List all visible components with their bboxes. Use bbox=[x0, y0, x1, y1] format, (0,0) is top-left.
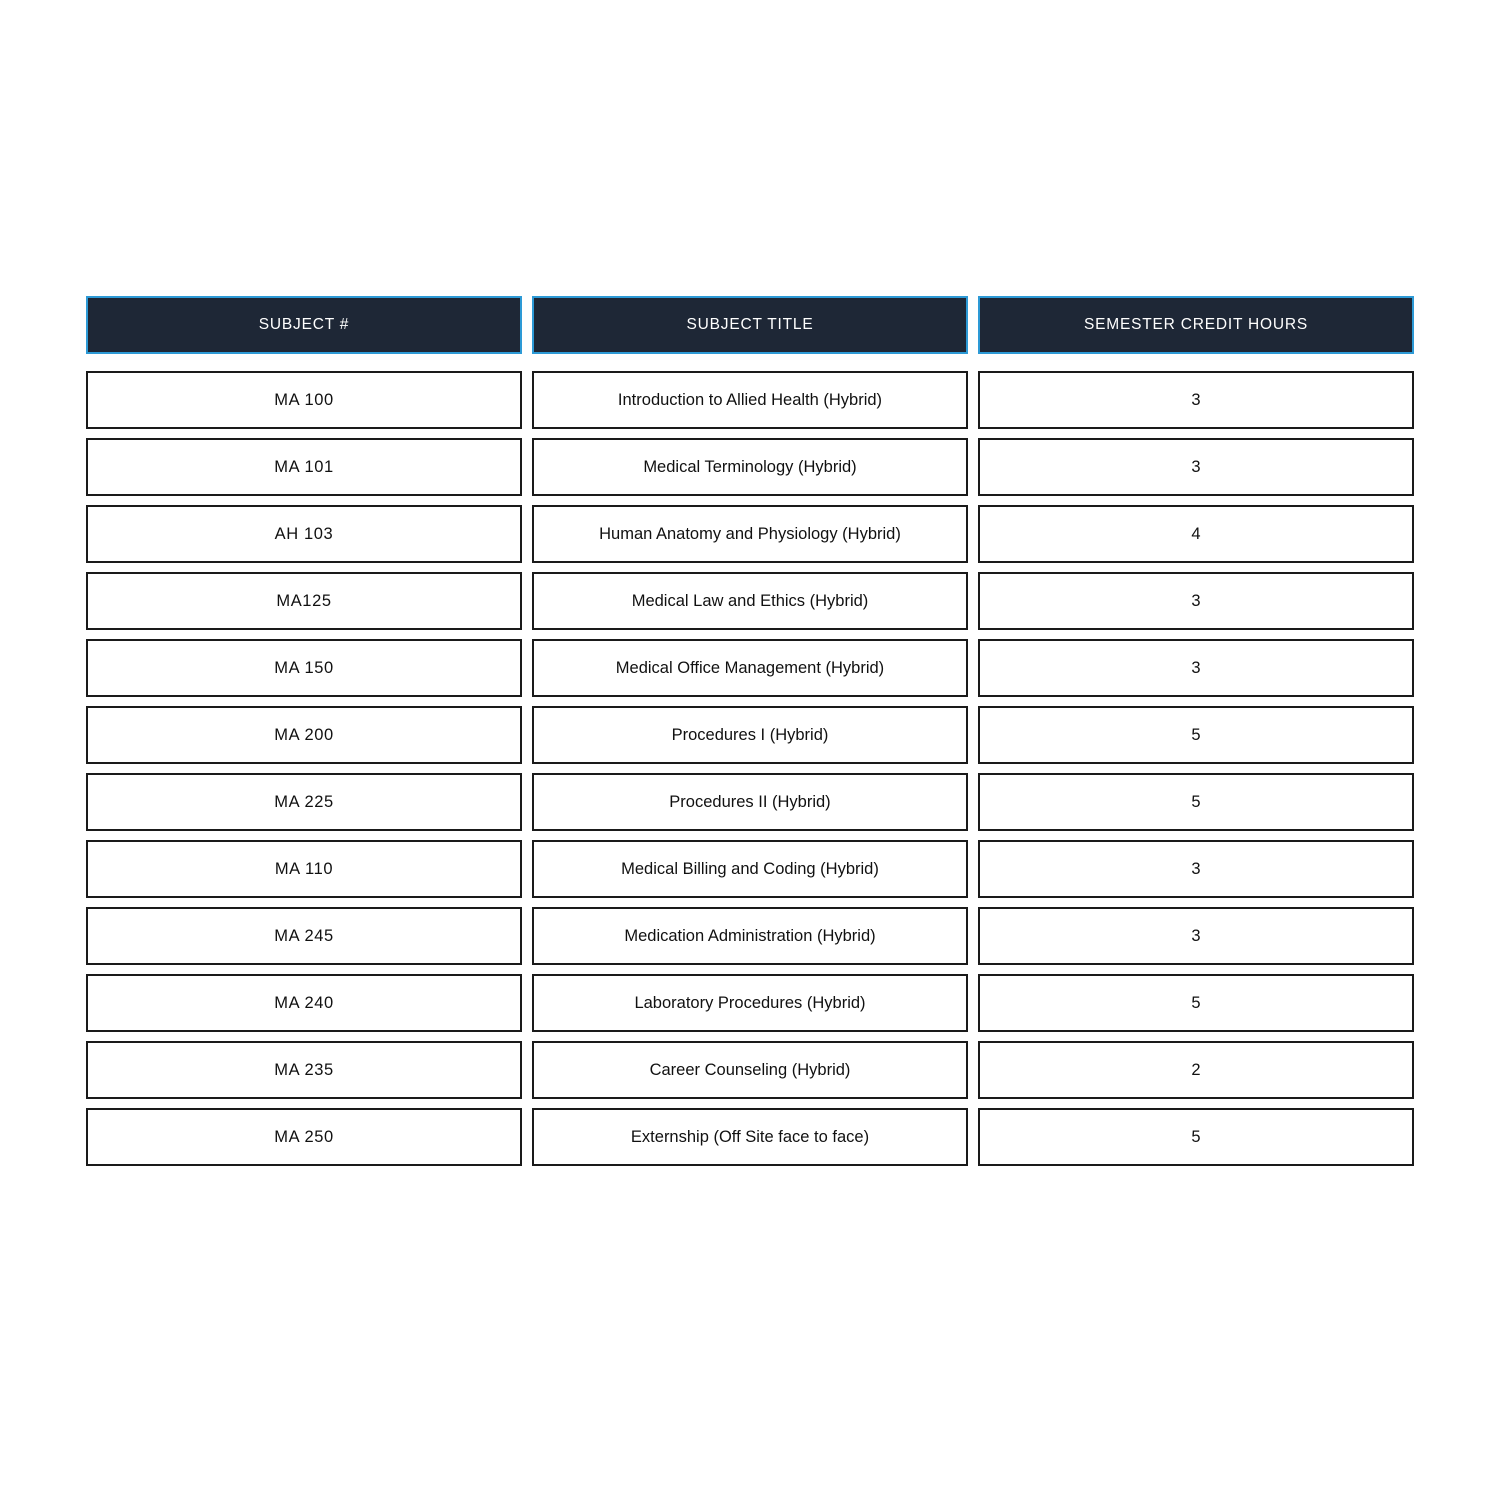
subject-title-cell: Career Counseling (Hybrid) bbox=[532, 1041, 968, 1099]
table-row bbox=[86, 974, 1414, 1032]
table-row bbox=[86, 706, 1414, 764]
credit-hours-cell: 4 bbox=[978, 505, 1414, 563]
subject-code-cell: AH 103 bbox=[86, 505, 522, 563]
subject-title-cell: Medication Administration (Hybrid) bbox=[532, 907, 968, 965]
credit-hours-cell: 5 bbox=[978, 1108, 1414, 1166]
credit-hours-cell: 5 bbox=[978, 706, 1414, 764]
subject-title-cell: Externship (Off Site face to face) bbox=[532, 1108, 968, 1166]
table-header-row bbox=[86, 296, 1414, 354]
subject-code-cell: MA 235 bbox=[86, 1041, 522, 1099]
header-subject-title: SUBJECT TITLE bbox=[532, 296, 968, 354]
table-row bbox=[86, 639, 1414, 697]
table-row bbox=[86, 438, 1414, 496]
subject-title-cell: Medical Law and Ethics (Hybrid) bbox=[532, 572, 968, 630]
table-row bbox=[86, 907, 1414, 965]
table-row bbox=[86, 371, 1414, 429]
subject-code-cell: MA 100 bbox=[86, 371, 522, 429]
subject-title-cell: Introduction to Allied Health (Hybrid) bbox=[532, 371, 968, 429]
subject-code-cell: MA 250 bbox=[86, 1108, 522, 1166]
subject-title-cell: Human Anatomy and Physiology (Hybrid) bbox=[532, 505, 968, 563]
header-credit-hours: SEMESTER CREDIT HOURS bbox=[978, 296, 1414, 354]
subject-title-cell: Medical Terminology (Hybrid) bbox=[532, 438, 968, 496]
table-row bbox=[86, 1108, 1414, 1166]
subject-code-cell: MA125 bbox=[86, 572, 522, 630]
header-subject-number: SUBJECT # bbox=[86, 296, 522, 354]
subject-title-cell: Medical Office Management (Hybrid) bbox=[532, 639, 968, 697]
subject-code-cell: MA 101 bbox=[86, 438, 522, 496]
subject-title-cell: Laboratory Procedures (Hybrid) bbox=[532, 974, 968, 1032]
subject-title-cell: Medical Billing and Coding (Hybrid) bbox=[532, 840, 968, 898]
table-row bbox=[86, 1041, 1414, 1099]
subject-title-cell: Procedures I (Hybrid) bbox=[532, 706, 968, 764]
credit-hours-cell: 5 bbox=[978, 773, 1414, 831]
subject-code-cell: MA 245 bbox=[86, 907, 522, 965]
credit-hours-cell: 3 bbox=[978, 371, 1414, 429]
subject-code-cell: MA 110 bbox=[86, 840, 522, 898]
subject-code-cell: MA 200 bbox=[86, 706, 522, 764]
subject-title-cell: Procedures II (Hybrid) bbox=[532, 773, 968, 831]
course-table bbox=[86, 296, 1414, 1175]
table-row bbox=[86, 840, 1414, 898]
credit-hours-cell: 3 bbox=[978, 639, 1414, 697]
credit-hours-cell: 3 bbox=[978, 907, 1414, 965]
credit-hours-cell: 5 bbox=[978, 974, 1414, 1032]
table-row bbox=[86, 505, 1414, 563]
subject-code-cell: MA 240 bbox=[86, 974, 522, 1032]
credit-hours-cell: 3 bbox=[978, 438, 1414, 496]
credit-hours-cell: 3 bbox=[978, 840, 1414, 898]
table-row bbox=[86, 773, 1414, 831]
subject-code-cell: MA 150 bbox=[86, 639, 522, 697]
table-row bbox=[86, 572, 1414, 630]
subject-code-cell: MA 225 bbox=[86, 773, 522, 831]
credit-hours-cell: 3 bbox=[978, 572, 1414, 630]
credit-hours-cell: 2 bbox=[978, 1041, 1414, 1099]
